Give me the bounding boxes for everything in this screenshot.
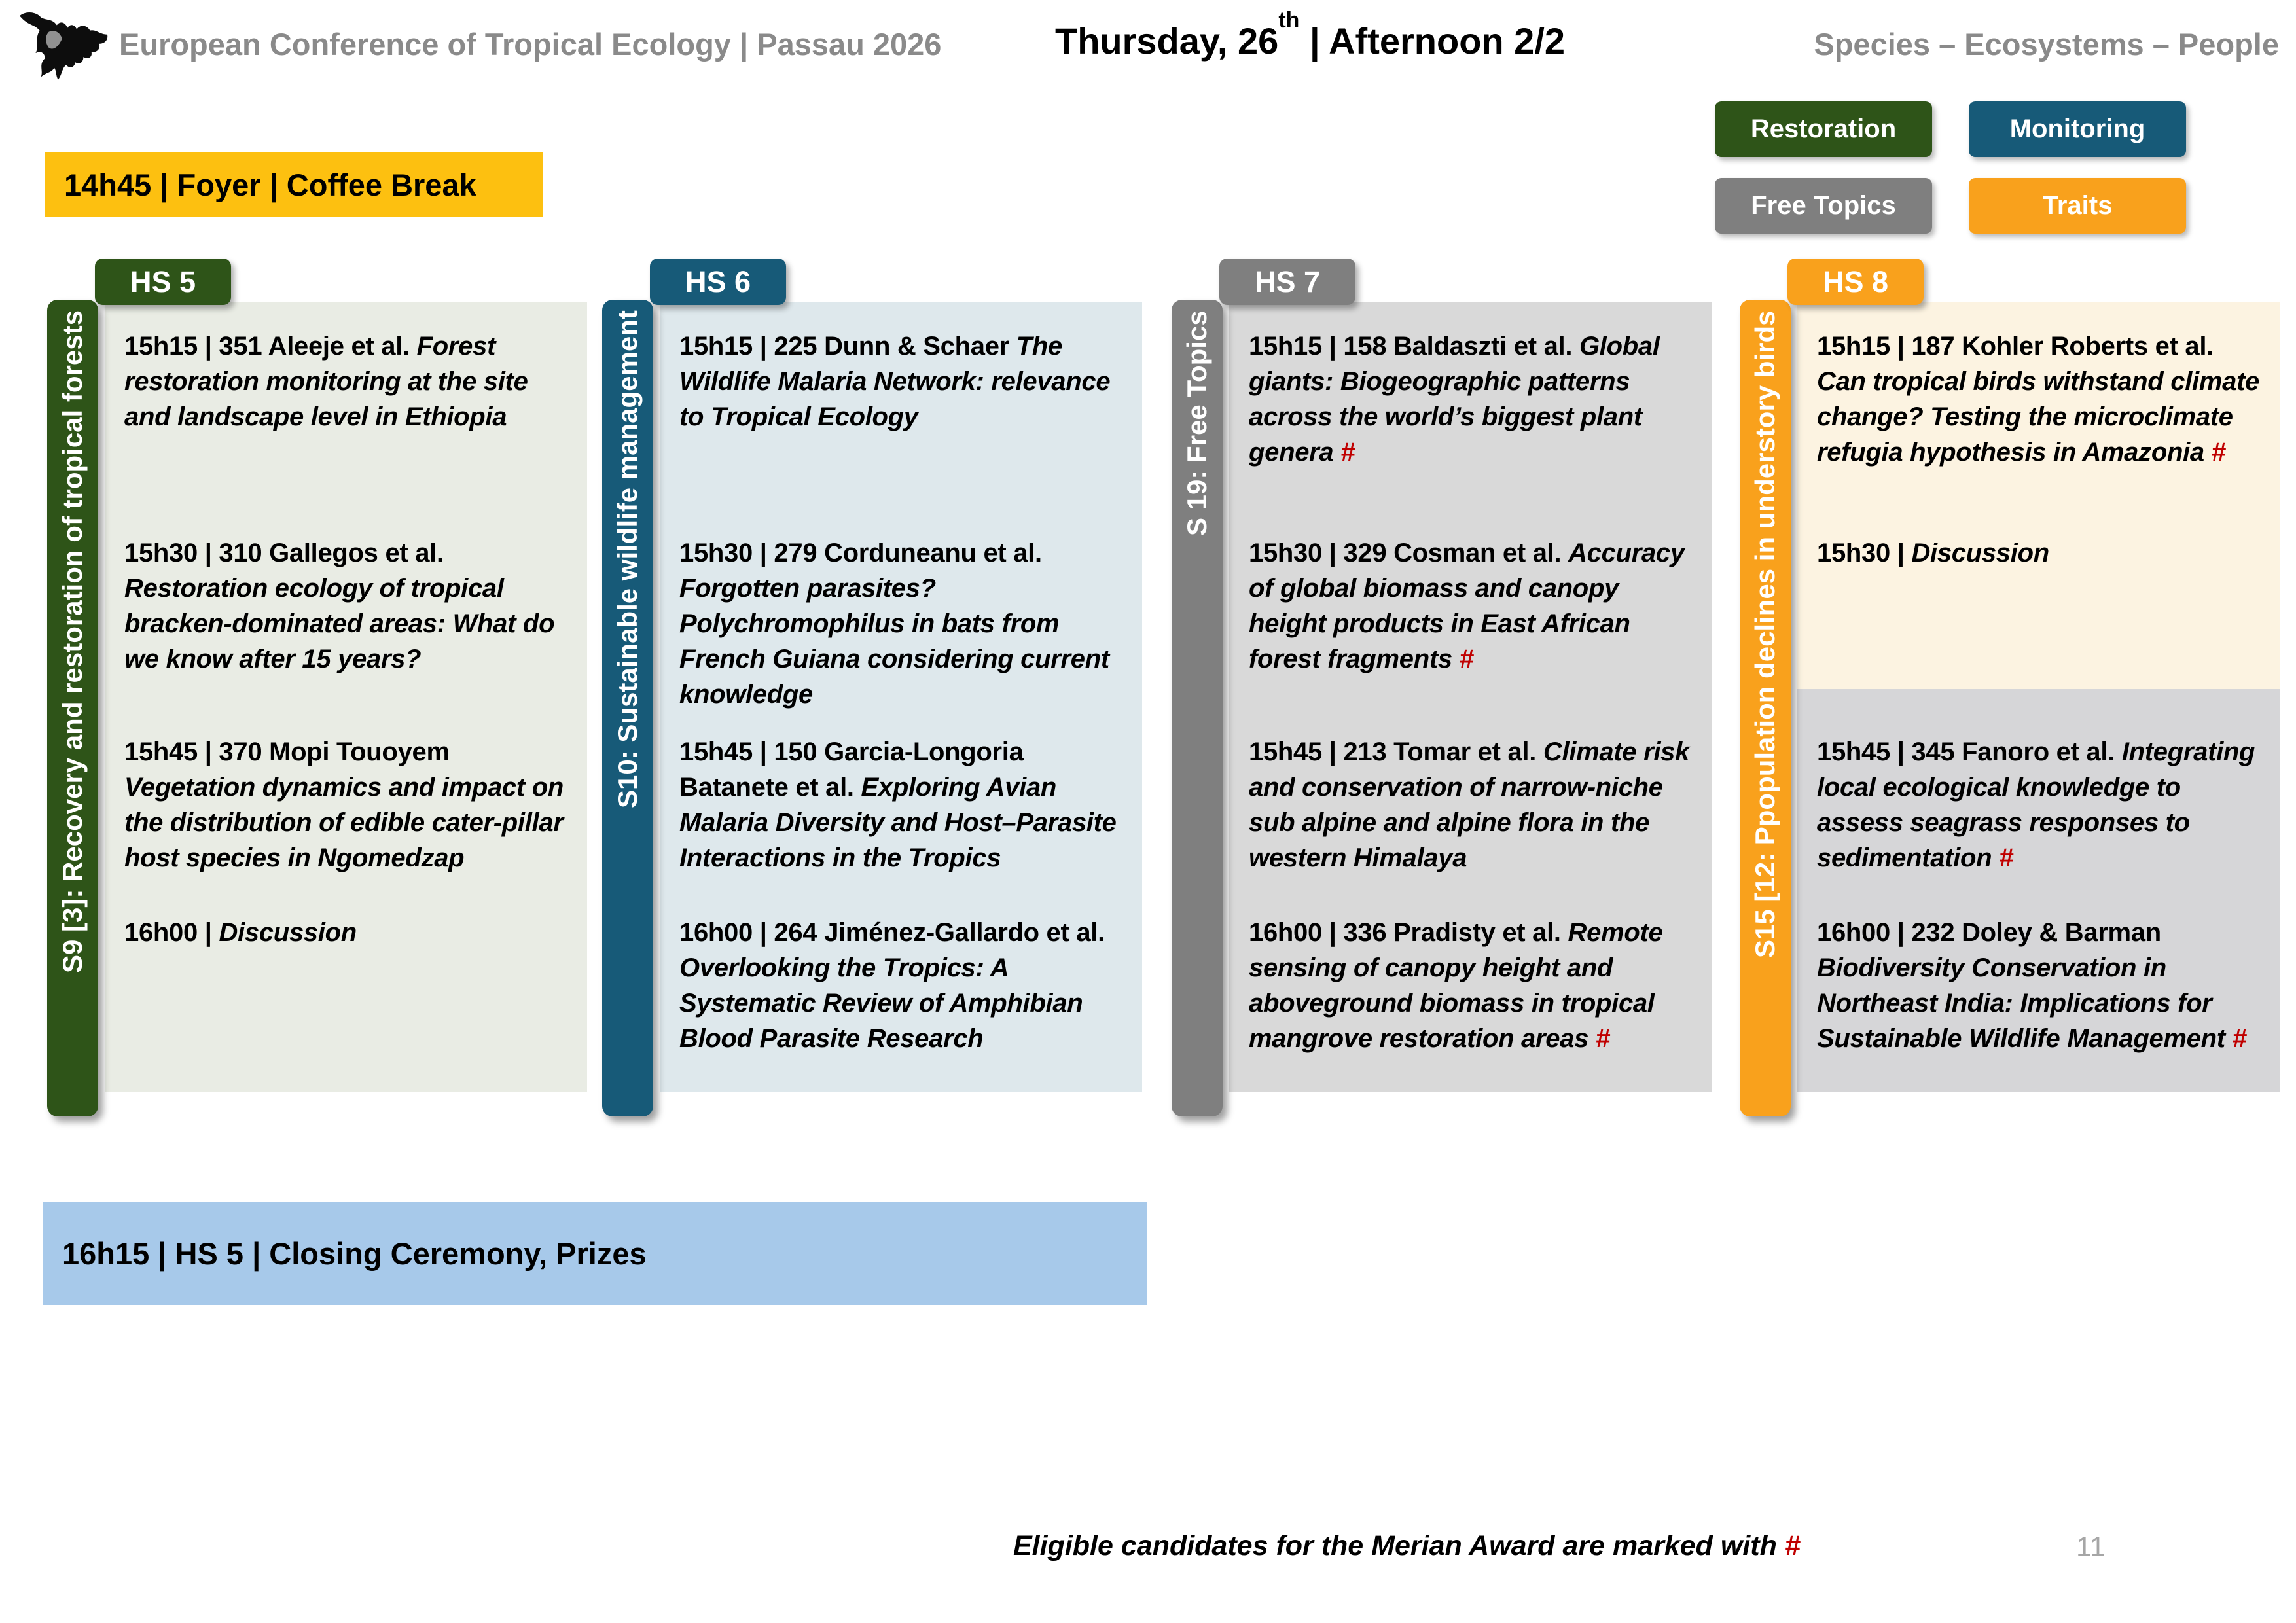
room-badge: HS 8 xyxy=(1787,259,1924,305)
talk-item xyxy=(1249,329,1695,470)
conference-tagline: Species – Ecosystems – People xyxy=(1814,27,2279,62)
date-suffix: | Afternoon 2/2 xyxy=(1299,20,1566,62)
talk-title: Global giants: Biogeographic patterns across the world’s biggest plant genera xyxy=(1249,332,1660,467)
conference-title: European Conference of Tropical Ecology | Passau 2026 xyxy=(119,27,942,62)
talk-item xyxy=(1249,535,1695,677)
schedule-column-hs-8 xyxy=(1740,259,2280,1129)
talk-title: Overlooking the Tropics: A Systematic Review of Amphibian Blood Parasite Research xyxy=(679,954,1083,1053)
date-ordinal: th xyxy=(1278,8,1300,33)
legend-chip-free-topics: Free Topics xyxy=(1715,178,1932,234)
talk-time-authors: 15h30 | 279 Corduneanu et al. xyxy=(679,539,1042,567)
talk-time-authors: 15h30 | 329 Cosman et al. xyxy=(1249,539,1569,567)
talk-title: Biodiversity Conservation in Northeast India: Implications for Sustainable Wildlife Management xyxy=(1817,954,2225,1053)
talk-item xyxy=(1817,329,2263,470)
talk-time-authors: 15h15 | 225 Dunn & Schaer xyxy=(679,332,1016,361)
merian-award-mark: # xyxy=(1452,645,1474,673)
room-badge: HS 7 xyxy=(1219,259,1355,305)
talk-title: Discussion xyxy=(219,918,357,947)
talk-title: Remote sensing of canopy height and aboveground biomass in tropical mangrove restoration areas xyxy=(1249,918,1663,1053)
merian-award-mark: # xyxy=(1333,438,1355,467)
talk-time-authors: 16h00 | 232 Doley & Barman xyxy=(1817,918,2161,947)
merian-award-mark: # xyxy=(2225,1024,2247,1053)
bat-logo-icon xyxy=(14,7,114,92)
merian-award-mark: # xyxy=(2204,438,2226,467)
talk-time-authors: 15h15 | 351 Aleeje et al. xyxy=(124,332,417,361)
talk-title: Forest restoration monitoring at the site and landscape level in Ethiopia xyxy=(124,332,528,431)
talk-item xyxy=(679,734,1125,876)
note-text: Eligible candidates for the Merian Award are marked with xyxy=(1013,1530,1777,1561)
schedule-column-hs-5 xyxy=(47,259,588,1129)
session-panel-area xyxy=(1229,302,1712,1092)
talk-item xyxy=(1249,915,1695,1056)
award-hash-symbol: # xyxy=(1784,1530,1801,1561)
talk-item xyxy=(679,915,1125,1056)
schedule-column-hs-6 xyxy=(602,259,1143,1129)
talk-item xyxy=(1817,535,2263,571)
talk-time-authors: 16h00 | 264 Jiménez-Gallardo et al. xyxy=(679,918,1105,947)
talk-title: Climate risk and conservation of narrow-niche sub alpine and alpine flora in the western Himalaya xyxy=(1249,738,1690,872)
talk-item xyxy=(679,535,1125,712)
talk-item xyxy=(124,535,570,677)
session-panel-area xyxy=(1797,302,2280,1092)
talk-item xyxy=(1249,734,1695,876)
legend-chip-monitoring: Monitoring xyxy=(1969,101,2186,157)
session-sidebar xyxy=(1740,300,1791,1116)
coffee-break-banner: 14h45 | Foyer | Coffee Break xyxy=(45,152,543,217)
talk-title: Accuracy of global biomass and canopy height products in East African forest fragments xyxy=(1249,539,1685,673)
session-panel-area xyxy=(660,302,1142,1092)
session-label: S15 [12: Ppopulation declines in understory birds xyxy=(1749,310,1780,958)
talk-time-authors: 15h45 | 150 Garcia-Longoria Batanete et al. xyxy=(679,738,1024,802)
talk-title: The Wildlife Malaria Network: relevance to Tropical Ecology xyxy=(679,332,1111,431)
session-label: S 19: Free Topics xyxy=(1181,310,1212,536)
session-label: S9 [3]: Recovery and restoration of tropical forests xyxy=(57,310,88,973)
schedule-column-hs-7 xyxy=(1172,259,1712,1129)
merian-award-mark: # xyxy=(1588,1024,1610,1053)
talk-time-authors: 16h00 | 336 Pradisty et al. xyxy=(1249,918,1568,947)
talk-title: Integrating local ecological knowledge to assess seagrass responses to sedimentation xyxy=(1817,738,2255,872)
talk-item xyxy=(1817,734,2263,876)
talk-title: Vegetation dynamics and impact on the distribution of edible cater-pillar host species in Ngomedzap xyxy=(124,773,564,872)
talk-item xyxy=(124,734,570,876)
talk-item xyxy=(1817,915,2263,1056)
talk-time-authors: 15h15 | 158 Baldaszti et al. xyxy=(1249,332,1579,361)
merian-award-note xyxy=(1013,1530,1801,1562)
talk-title: Exploring Avian Malaria Diversity and Host–Parasite Interactions in the Tropics xyxy=(679,773,1117,872)
talk-time-authors: 15h45 | 213 Tomar et al. xyxy=(1249,738,1543,766)
talk-item xyxy=(679,329,1125,435)
talk-time-authors: 15h30 | xyxy=(1817,539,1912,567)
merian-award-mark: # xyxy=(1992,844,2014,872)
talk-time-authors: 15h15 | 187 Kohler Roberts et al. xyxy=(1817,332,2214,361)
session-panel-area xyxy=(105,302,587,1092)
talk-item xyxy=(124,915,570,950)
legend-chip-restoration: Restoration xyxy=(1715,101,1932,157)
talk-title: Can tropical birds withstand climate change? Testing the microclimate refugia hypothesis in Amazonia xyxy=(1817,367,2259,467)
talk-time-authors: 15h45 | 370 Mopi Touoyem xyxy=(124,738,450,766)
room-badge: HS 5 xyxy=(95,259,231,305)
session-sidebar xyxy=(47,300,98,1116)
page-title xyxy=(1055,8,1566,62)
session-sidebar xyxy=(1172,300,1223,1116)
session-sidebar xyxy=(602,300,653,1116)
talk-title: Restoration ecology of tropical bracken-dominated areas: What do we know after 15 years? xyxy=(124,574,555,673)
closing-ceremony-banner: 16h15 | HS 5 | Closing Ceremony, Prizes xyxy=(43,1202,1147,1305)
room-badge: HS 6 xyxy=(650,259,786,305)
talk-time-authors: 16h00 | xyxy=(124,918,219,947)
legend-chip-traits: Traits xyxy=(1969,178,2186,234)
talk-title: Forgotten parasites? Polychromophilus in bats from French Guiana considering current knowledge xyxy=(679,574,1109,709)
page-number: 11 xyxy=(2076,1531,2106,1563)
talk-title: Discussion xyxy=(1911,539,2049,567)
date-prefix: Thursday, 26 xyxy=(1055,20,1279,62)
session-label: S10: Sustainable wildlife management xyxy=(612,310,643,808)
talk-item xyxy=(124,329,570,435)
talk-time-authors: 15h45 | 345 Fanoro et al. xyxy=(1817,738,2122,766)
talk-time-authors: 15h30 | 310 Gallegos et al. xyxy=(124,539,444,567)
